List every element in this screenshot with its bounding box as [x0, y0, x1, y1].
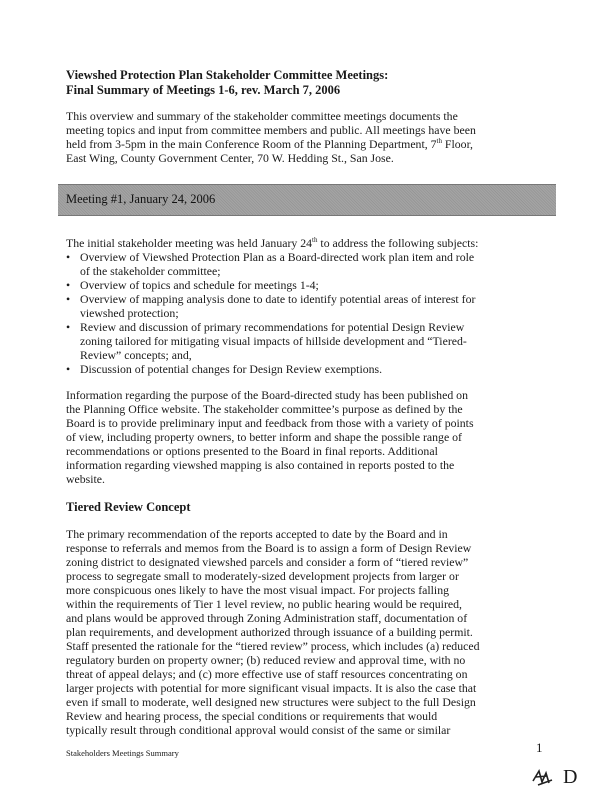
tiered-review-paragraph [66, 527, 566, 737]
subject-list [66, 250, 566, 376]
list-item: • Overview of topics and schedule for meetings 1-4; [80, 278, 566, 292]
meeting-1-section [66, 236, 566, 737]
purpose-paragraph [66, 388, 566, 486]
meeting-banner [58, 184, 556, 216]
paragraph-line: recommendations or options presented to the Board in final reports. Additional [66, 444, 438, 458]
intro-paragraph [66, 109, 566, 165]
intro-line: This overview and summary of the stakeholder committee meetings documents the [66, 109, 458, 123]
document-header [66, 68, 566, 165]
list-item: • Overview of mapping analysis done to date to identify potential areas of interest for viewshed protection; [80, 292, 566, 320]
paragraph-line: The primary recommendation of the reports accepted to date by the Board and in [66, 527, 448, 541]
meeting-banner-label: Meeting #1, January 24, 2006 [66, 192, 216, 206]
paragraph-line: process to segregate small to moderately-sized development projects from larger or [66, 569, 459, 583]
paragraph-line: and plans would be approved through Zoning Administration staff, documentation of [66, 611, 468, 625]
title-line-1: Viewshed Protection Plan Stakeholder Committee Meetings: [66, 68, 389, 82]
title-line-2: Final Summary of Meetings 1-6, rev. March 7, 2006 [66, 83, 341, 97]
intro-line: East Wing, County Government Center, 70 W. Hedding St., San Jose. [66, 151, 394, 165]
paragraph-line: website. [66, 472, 105, 486]
mark-letter: D [563, 766, 578, 788]
paragraph-line: Review and hearing process, the special conditions or requirements that would [66, 709, 438, 723]
list-item: • Review and discussion of primary recommendations for potential Design Review zoning tailored for mitigating visual impacts of hillside development and “Tiered- Review” concepts; and, [80, 320, 566, 362]
paragraph-line: Information regarding the purpose of the Board-directed study has been published on [66, 388, 468, 402]
handwritten-mark [530, 766, 577, 789]
intro-line: held from 3-5pm in the main Conference Room of the Planning Department, 7th Floor, [66, 137, 473, 151]
paragraph-line: within the requirements of Tier 1 level review, no public hearing would be required, [66, 597, 462, 611]
paragraph-line: zoning district to designated viewshed parcels and consider a form of “tiered review” [66, 555, 469, 569]
paragraph-line: of view, including property owners, to better inform and shape the possible range of [66, 430, 462, 444]
paragraph-line: the Planning Office website. The stakeholder committee’s purpose as defined by the [66, 402, 463, 416]
page-number: 1 [536, 740, 543, 755]
document-title [66, 68, 566, 98]
paragraph-line: response to referrals and memos from the Board is to assign a form of Design Review [66, 541, 472, 555]
section-heading-tiered-review: Tiered Review Concept [66, 500, 191, 514]
list-item: • Overview of Viewshed Protection Plan as a Board-directed work plan item and role of the stakeholder committee; [80, 250, 566, 278]
paragraph-line: threat of appeal delays; and (c) more effective use of staff resources concentrating on [66, 667, 468, 681]
list-item: • Discussion of potential changes for Design Review exemptions. [80, 362, 566, 376]
paragraph-line: information regarding viewshed mapping is also contained in reports posted to the [66, 458, 455, 472]
scribble-icon [530, 767, 558, 789]
paragraph-line: larger projects with potential for more significant visual impacts. It is also the case that [66, 681, 477, 695]
paragraph-line: more conspicuous ones likely to have the most visual impact. For projects falling [66, 583, 449, 597]
paragraph-line: typically result through conditional approval would consist of the same or similar [66, 723, 451, 737]
paragraph-line: regulatory burden on property owner; (b) reduced review and approval time, with no [66, 653, 466, 667]
intro-line: meeting topics and input from committee members and public. All meetings have been [66, 123, 476, 137]
footer-title: Stakeholders Meetings Summary [66, 748, 179, 758]
paragraph-line: Staff presented the rationale for the “tiered review” process, which includes (a) reduced [66, 639, 480, 653]
meeting-1-lead: The initial stakeholder meeting was held January 24th to address the following subjects: [66, 236, 479, 250]
paragraph-line: even if small to moderate, well designed new structures were subject to the full Design [66, 695, 476, 709]
paragraph-line: plan requirements, and development authorized through issuance of a building permit. [66, 625, 473, 639]
paragraph-line: Board is to provide preliminary input and feedback from those with a variety of points [66, 416, 474, 430]
